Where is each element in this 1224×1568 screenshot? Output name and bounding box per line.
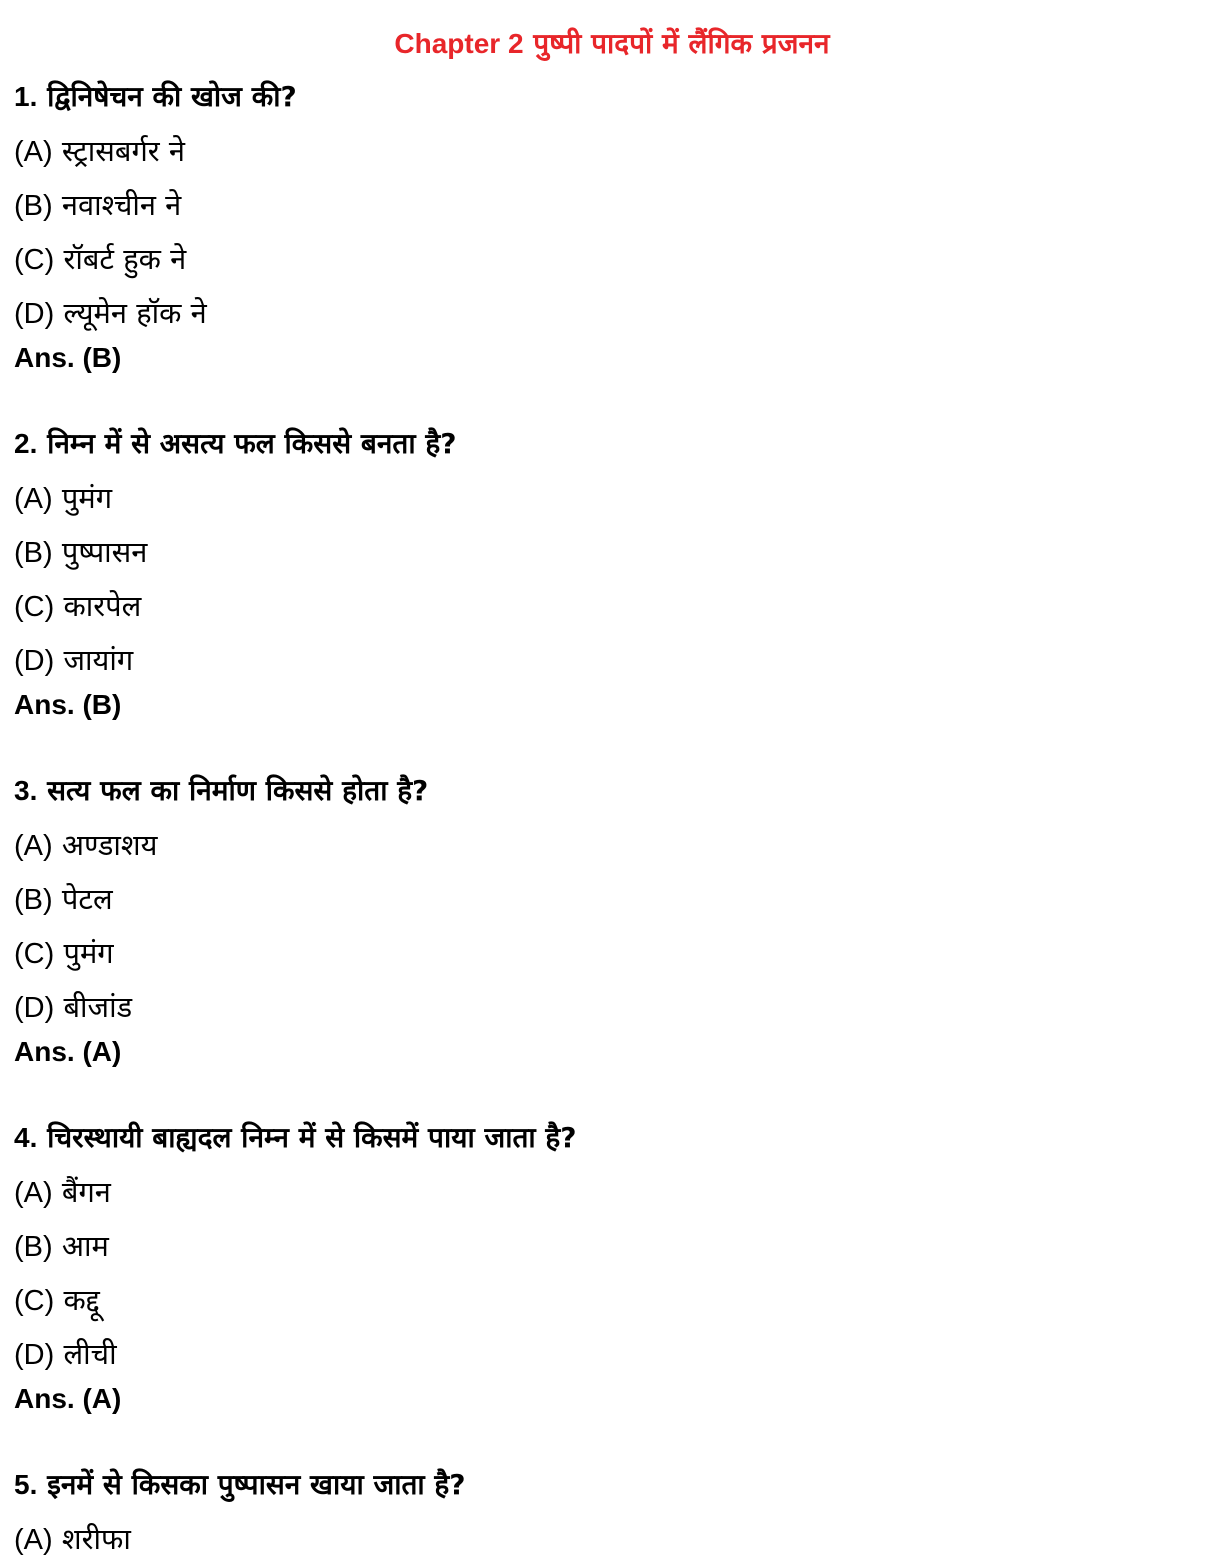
option-text: बैंगन <box>61 1175 111 1209</box>
option-4b <box>14 1226 109 1267</box>
option-4a <box>14 1172 111 1213</box>
option-label: (A) <box>14 1177 53 1209</box>
option-3c <box>14 933 114 974</box>
question-5 <box>14 1465 466 1505</box>
question-4 <box>14 1118 577 1158</box>
question-3 <box>14 771 428 811</box>
option-text: ल्यूमेन हॉक ने <box>63 296 207 330</box>
option-3b <box>14 879 113 920</box>
option-label: (C) <box>14 591 55 623</box>
option-4c <box>14 1280 100 1321</box>
option-3a <box>14 825 157 866</box>
option-label: (D) <box>14 1339 55 1371</box>
option-5a <box>14 1519 131 1560</box>
option-2a <box>14 478 112 519</box>
option-text: कद्दू <box>63 1283 100 1317</box>
option-2b <box>14 532 147 573</box>
option-text: पुष्पासन <box>61 535 148 569</box>
chapter-name: पुष्पी पादपों में लैंगिक प्रजनन <box>533 27 830 60</box>
question-number: 4. <box>14 1122 38 1153</box>
option-text: पुमंग <box>63 936 114 970</box>
question-text: सत्य फल का निर्माण किससे होता है? <box>47 774 429 807</box>
option-label: (B) <box>14 190 53 222</box>
question-text: द्विनिषेचन की खोज की? <box>47 80 297 113</box>
question-2 <box>14 424 457 464</box>
option-2d <box>14 640 133 681</box>
question-1 <box>14 77 297 117</box>
answer-2: Ans. (B) <box>14 689 122 720</box>
option-2c <box>14 586 141 627</box>
option-text: कारपेल <box>63 589 142 623</box>
option-text: नवाश्चीन ने <box>61 188 182 222</box>
answer-1: Ans. (B) <box>14 342 122 373</box>
option-text: आम <box>61 1229 109 1263</box>
option-text: शरीफा <box>61 1522 131 1556</box>
option-label: (B) <box>14 884 53 916</box>
question-text: निम्न में से असत्य फल किससे बनता है? <box>47 427 457 460</box>
option-1c <box>14 239 186 280</box>
option-1a <box>14 131 185 172</box>
option-3d <box>14 987 132 1028</box>
chapter-title <box>0 22 1224 66</box>
option-label: (C) <box>14 244 55 276</box>
option-label: (C) <box>14 1285 55 1317</box>
option-label: (D) <box>14 645 55 677</box>
question-number: 5. <box>14 1469 38 1500</box>
option-label: (D) <box>14 992 55 1024</box>
chapter-number: Chapter 2 <box>394 28 524 59</box>
question-number: 1. <box>14 81 38 112</box>
option-4d <box>14 1334 117 1375</box>
answer-4: Ans. (A) <box>14 1383 122 1414</box>
option-1b <box>14 185 181 226</box>
option-text: जायांग <box>63 643 134 677</box>
option-label: (B) <box>14 1231 53 1263</box>
option-text: रॉबर्ट हुक ने <box>63 242 187 276</box>
option-text: स्ट्रासबर्गर ने <box>61 134 185 168</box>
option-text: पुमंग <box>61 481 113 515</box>
option-label: (A) <box>14 483 53 515</box>
option-label: (B) <box>14 537 53 569</box>
option-label: (A) <box>14 1524 53 1556</box>
question-number: 3. <box>14 775 38 806</box>
question-number: 2. <box>14 428 38 459</box>
option-label: (C) <box>14 938 55 970</box>
option-label: (A) <box>14 136 53 168</box>
question-text: इनमें से किसका पुष्पासन खाया जाता है? <box>47 1468 466 1501</box>
option-label: (A) <box>14 830 53 862</box>
option-text: बीजांड <box>63 990 133 1024</box>
option-text: लीची <box>63 1337 117 1371</box>
option-label: (D) <box>14 298 55 330</box>
answer-3: Ans. (A) <box>14 1036 122 1067</box>
question-text: चिरस्थायी बाह्यदल निम्न में से किसमें पाया जाता है? <box>47 1121 577 1154</box>
option-1d <box>14 293 207 334</box>
option-text: पेटल <box>61 882 113 916</box>
option-text: अण्डाशय <box>61 828 158 862</box>
